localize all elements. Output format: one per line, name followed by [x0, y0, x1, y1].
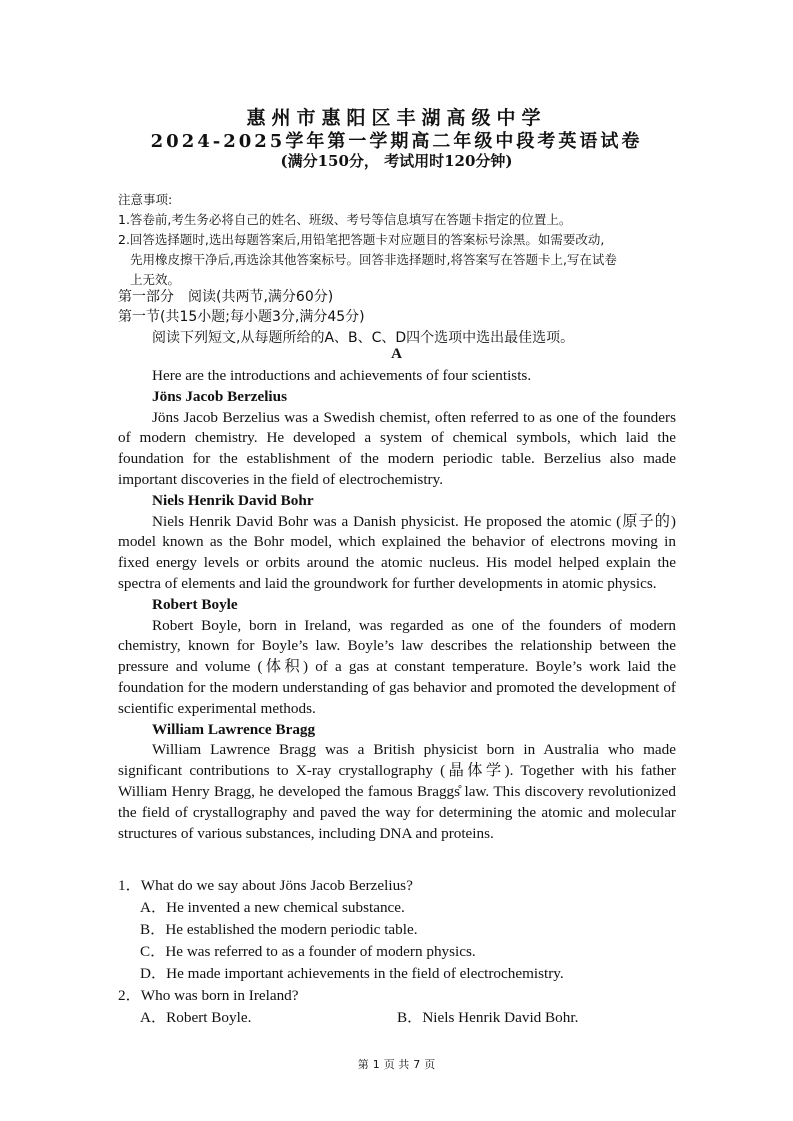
notes-item-2-line-2: 先用橡皮擦干净后,再选涂其他答案标号。回答非选择题时,将答案写在答题卡上,写在试卷 — [130, 252, 617, 267]
scientist-name: William Lawrence Bragg — [152, 720, 316, 738]
question-1-option-c: C．He was referred to as a founder of modern physics. — [140, 943, 476, 960]
page-number: 1 — [372, 1058, 380, 1071]
instruction: 阅读下列短文,从每题所给的A、B、C、D四个选项中选出最佳选项。 — [152, 330, 575, 346]
scientist-description: Niels Henrik David Bohr was a Danish physicist. He proposed the atomic (原子的) model known as the Bohr model, which explained the behavior of electrons moving in fixed energy levels or orbits around the atomic nucleus. His model helped explain the spectra of elements and laid the groundwork for further developments in atomic physics. — [118, 512, 676, 592]
exam-info: (满分150分， 考试用时120分钟) — [280, 152, 513, 170]
school-title: 惠州市惠阳区丰湖高级中学 — [246, 107, 547, 129]
notes-item-1: 1.答卷前,考生务必将自己的姓名、班级、考号等信息填写在答题卡指定的位置上。 — [118, 212, 572, 227]
notes-item-2-line-3: 上无效。 — [130, 272, 181, 287]
passage-letter: A — [391, 346, 402, 362]
notes-title: 注意事项: — [118, 192, 173, 207]
footer-suffix: 页 — [424, 1058, 436, 1071]
scientist-name: Jöns Jacob Berzelius — [152, 387, 287, 405]
question-1-option-a: A．He invented a new chemical substance. — [140, 899, 405, 916]
question-2-option-b: B．Niels Henrik David Bohr. — [397, 1009, 579, 1026]
scientist-name: Robert Boyle — [152, 595, 238, 613]
scientist-description: Robert Boyle, born in Ireland, was regarded as one of the founders of modern chemistry, known for Boyle’s law. Boyle’s law describes the relationship between the pressure and volume (体积) of a gas at constant temperature. Boyle’s work laid the foundation for the modern understanding of gas behavior and promoted the development of scientific experimental methods. — [118, 616, 676, 717]
passage — [118, 366, 676, 844]
footer-prefix: 第 — [357, 1058, 369, 1071]
passage-intro: Here are the introductions and achievements of four scientists. — [152, 367, 532, 384]
notes-item-2-line-1: 2.回答选择题时,选出每题答案后,用铅笔把答题卡对应题目的答案标号涂黑。如需要改动, — [118, 232, 605, 247]
question-1-option-b: B．He established the modern periodic table. — [140, 921, 418, 938]
question-2-stem: 2．Who was born in Ireland? — [118, 987, 299, 1004]
scientist-description: Jöns Jacob Berzelius was a Swedish chemist, often referred to as one of the founders of modern chemistry. He developed a system of chemical symbols, which laid the foundation for the establishment of the modern periodic table. Berzelius also made important discoveries in the field of electrochemistry. — [118, 408, 676, 488]
part-heading: 第一部分 阅读(共两节,满分60分) — [118, 289, 334, 305]
page-footer — [0, 1056, 793, 1072]
scientist-name: Niels Henrik David Bohr — [152, 491, 314, 509]
question-1-option-d: D．He made important achievements in the field of electrochemistry. — [140, 965, 564, 982]
footer-middle: 页 共 — [383, 1058, 410, 1071]
question-2-option-a: A．Robert Boyle. — [140, 1009, 252, 1026]
question-1-stem: 1．What do we say about Jöns Jacob Berzelius? — [118, 877, 413, 894]
exam-title: 2024-2025学年第一学期高二年级中段考英语试卷 — [150, 131, 643, 152]
page-total: 7 — [413, 1058, 421, 1071]
scientist-description: William Lawrence Bragg was a British physicist born in Australia who made significant contributions to X-ray crystallography (晶体学). Together with his father William Henry Bragg, he developed the famous Braggs̊ law. This discovery revolutionized the field of crystallography and paved the way for determining the atomic and molecular structures of various substances, including DNA and proteins. — [118, 741, 676, 842]
exam-notes — [118, 190, 678, 290]
section-heading: 第一节(共15小题;每小题3分,满分45分) — [118, 309, 365, 325]
